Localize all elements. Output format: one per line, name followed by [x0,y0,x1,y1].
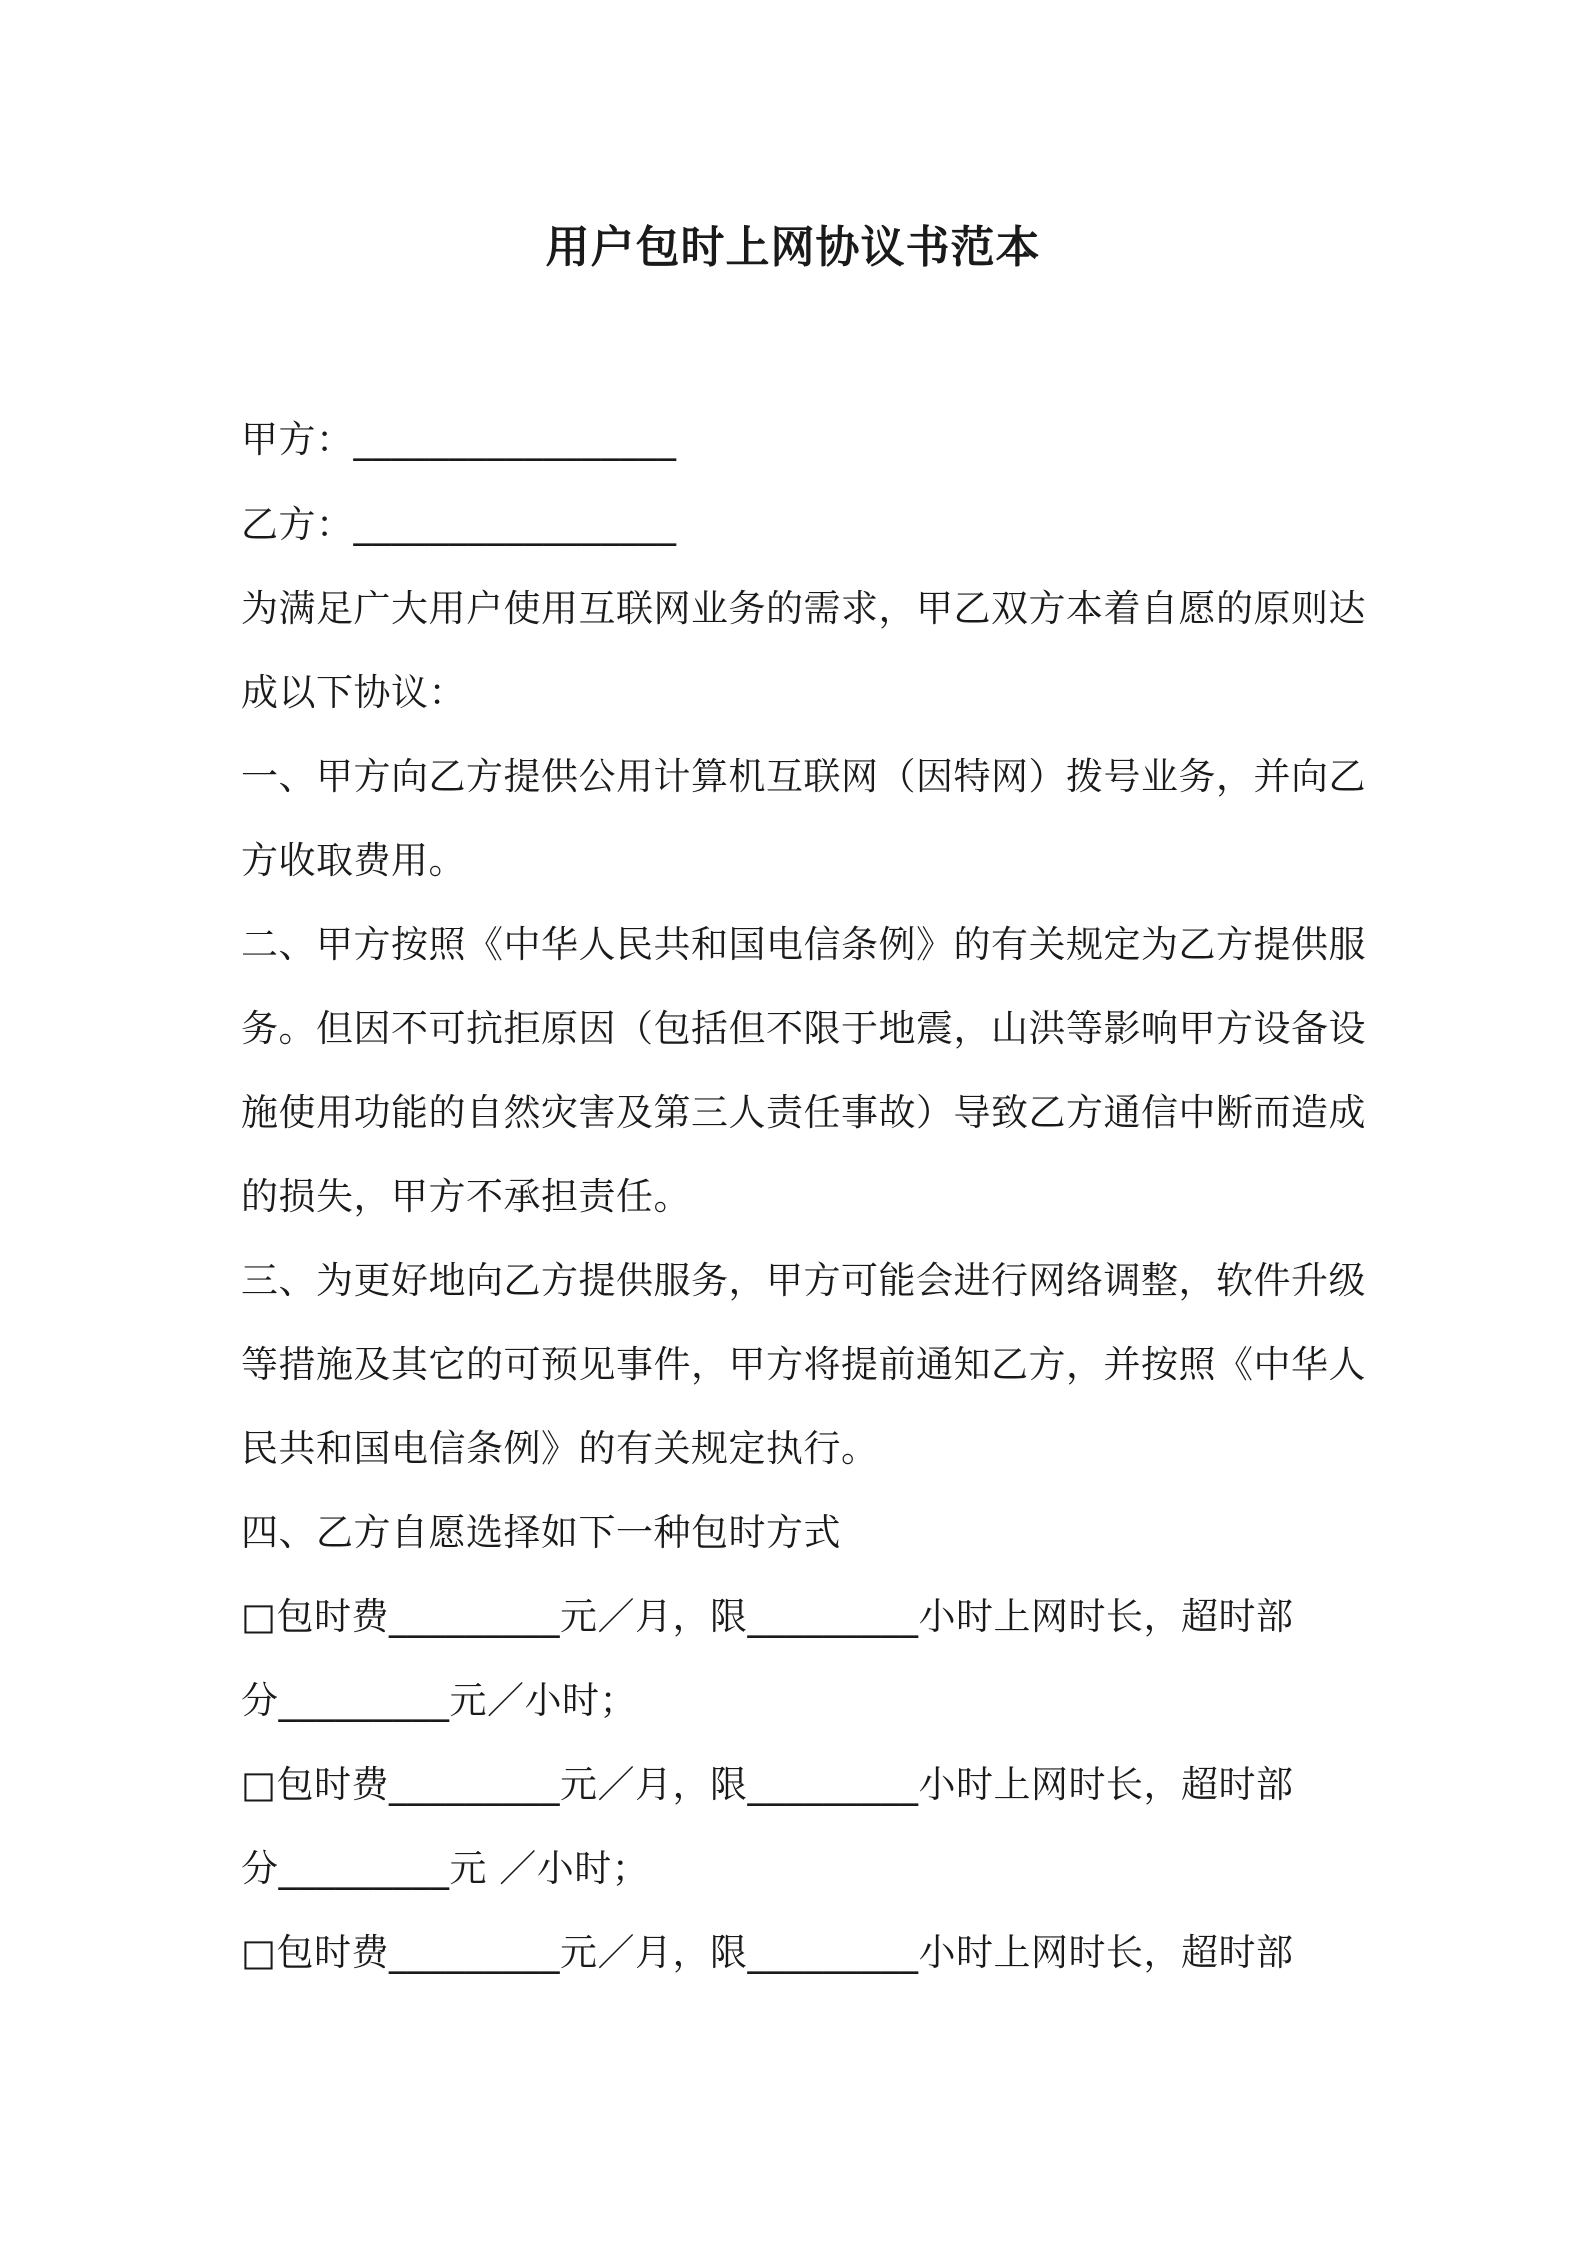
clause-2-line-1: 二、甲方按照《中华人民共和国电信条例》的有关规定为乙方提供服 [241,923,1366,966]
option-2-line-1: □包时费_________元／月，限_________小时上网时长，超时部 [241,1763,1294,1806]
option-3-line-1: □包时费_________元／月，限_________小时上网时长，超时部 [241,1931,1294,1974]
option-1-line-1: □包时费_________元／月，限_________小时上网时长，超时部 [241,1595,1294,1638]
intro-line-1: 为满足广大用户使用互联网业务的需求，甲乙双方本着自愿的原则达 [241,587,1366,630]
clause-2-line-2: 务。但因不可抗拒原因（包括但不限于地震，山洪等影响甲方设备设 [241,1007,1366,1050]
clause-3-line-1: 三、为更好地向乙方提供服务，甲方可能会进行网络调整，软件升级 [241,1259,1366,1302]
document-title: 用户包时上网协议书范本 [545,222,1041,273]
clause-4-heading: 四、乙方自愿选择如下一种包时方式 [241,1511,841,1554]
intro-line-2: 成以下协议： [241,671,466,714]
option-1-line-2: 分_________元／小时； [241,1679,637,1722]
party-b-line: 乙方：_________________ [241,503,677,546]
clause-2-line-3: 施使用功能的自然灾害及第三人责任事故）导致乙方通信中断而造成 [241,1091,1366,1134]
clause-3-line-3: 民共和国电信条例》的有关规定执行。 [241,1427,879,1470]
party-a-line: 甲方：_________________ [241,418,677,461]
clause-3-line-2: 等措施及其它的可预见事件，甲方将提前通知乙方，并按照《中华人 [241,1343,1366,1386]
option-2-line-2: 分_________元 ／小时； [241,1847,650,1890]
clause-1-line-1: 一、甲方向乙方提供公用计算机互联网（因特网）拨号业务，并向乙 [241,755,1366,798]
clause-1-line-2: 方收取费用。 [241,839,466,882]
clause-2-line-4: 的损失，甲方不承担责任。 [241,1175,691,1218]
